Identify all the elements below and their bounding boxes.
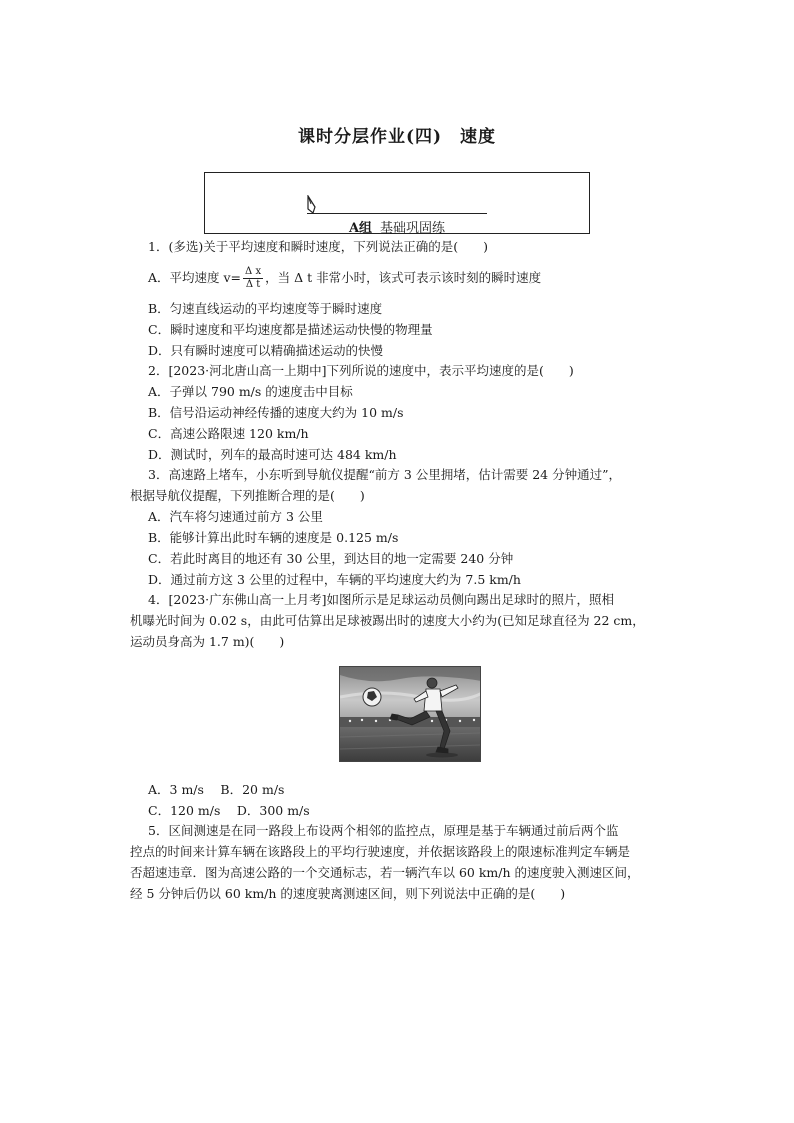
- q3-option-d: D．通过前方这 3 公里的过程中，车辆的平均速度大约为 7.5 km/h: [148, 572, 521, 587]
- q2-option-a: A．子弹以 790 m/s 的速度击中目标: [148, 384, 353, 399]
- q3-option-a: A．汽车将匀速通过前方 3 公里: [148, 509, 323, 524]
- q3-stem-line1: 3．高速路上堵车，小东听到导航仪提醒“前方 3 公里拥堵，估计需要 24 分钟通过”，: [148, 467, 621, 482]
- section-label: [205, 217, 589, 236]
- q4-options-cd: C．120 m/s D．300 m/s: [148, 803, 310, 818]
- section-group: A组: [348, 221, 373, 236]
- q5-stem-line4: 经 5 分钟后仍以 60 km/h 的速度驶离测速区间，则下列说法中正确的是( ): [130, 886, 566, 901]
- q3-option-b: B．能够计算出此时车辆的速度是 0.125 m/s: [148, 530, 399, 545]
- page-title: [0, 122, 794, 147]
- fraction-numerator: Δ x: [245, 266, 262, 277]
- q2-option-b: B．信号沿运动神经传播的速度大约为 10 m/s: [148, 405, 404, 420]
- section-name: 基础巩固练: [380, 221, 446, 236]
- q1-fraction: [243, 266, 263, 291]
- q5-stem-line1: 5．区间测速是在同一路段上布设两个相邻的监控点，原理是基于车辆通过前后两个监: [148, 823, 619, 838]
- q1-option-d: D．只有瞬时速度可以精确描述运动的快慢: [148, 343, 384, 358]
- q4-stem-line1: 4．[2023·广东佛山高一上月考]如图所示是足球运动员侧向踢出足球时的照片，照相: [148, 592, 614, 607]
- fraction-denominator: Δ t: [245, 279, 261, 290]
- title-sub: 速度: [460, 127, 497, 147]
- q1-option-a: [148, 266, 541, 291]
- pen-icon: [305, 195, 319, 215]
- q2-option-d: D．测试时，列车的最高时速可达 484 km/h: [148, 447, 397, 462]
- q1-a-prefix: A．平均速度 v=: [148, 270, 242, 285]
- section-rule: [307, 213, 487, 214]
- q3-option-c: C．若此时离目的地还有 30 公里，到达目的地一定需要 240 分钟: [148, 551, 514, 566]
- title-main: 课时分层作业(四): [297, 127, 443, 147]
- q3-stem-line2: 根据导航仪提醒，下列推断合理的是( ): [130, 488, 365, 503]
- q4-stem-line2: 机曝光时间为 0.02 s，由此可估算出足球被踢出时的速度大小约为(已知足球直径为 22 cm，: [130, 613, 645, 628]
- soccer-player-photo: [339, 666, 481, 762]
- q5-stem-line2: 控点的时间来计算车辆在该路段上的平均行驶速度，并依据该路段上的限速标准判定车辆是: [130, 844, 631, 859]
- q2-stem: 2．[2023·河北唐山高一上期中]下列所说的速度中，表示平均速度的是( ): [148, 363, 574, 378]
- q1-stem: 1．(多选)关于平均速度和瞬时速度，下列说法正确的是( ): [148, 239, 488, 254]
- q1-a-suffix: ，当 Δ t 非常小时，该式可表示该时刻的瞬时速度: [265, 270, 542, 285]
- photo-graphic: [340, 667, 481, 762]
- q1-option-c: C．瞬时速度和平均速度都是描述运动快慢的物理量: [148, 322, 433, 337]
- q5-stem-line3: 否超速违章．图为高速公路的一个交通标志，若一辆汽车以 60 km/h 的速度驶入测速区间，: [130, 865, 640, 880]
- q4-options-ab: A．3 m/s B．20 m/s: [148, 782, 285, 797]
- section-header-box: [204, 172, 590, 234]
- q1-option-b: B．匀速直线运动的平均速度等于瞬时速度: [148, 301, 383, 316]
- q2-option-c: C．高速公路限速 120 km/h: [148, 426, 309, 441]
- q4-stem-line3: 运动员身高为 1.7 m)( ): [130, 634, 285, 649]
